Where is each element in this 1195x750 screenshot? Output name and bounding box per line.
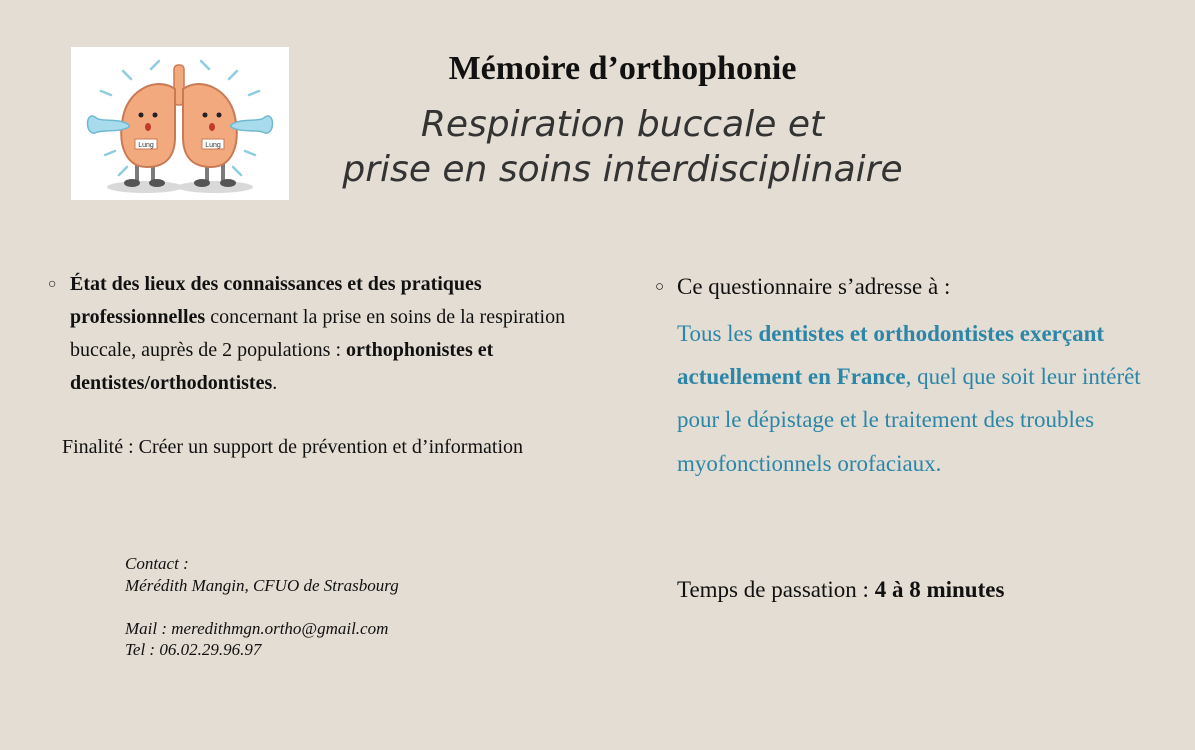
contact-mail: Mail : meredithmgn.ortho@gmail.com bbox=[125, 618, 389, 638]
bullet-period: . bbox=[272, 372, 278, 394]
subtitle-line-1: Respiration buccale et bbox=[420, 104, 825, 145]
audience-bold: dentistes et orthodontistes exerçant actuellement en France bbox=[677, 321, 1105, 390]
lung-label-right: Lung bbox=[205, 142, 221, 149]
audience-rest: , quel que soit leur intérêt pour le dépistage et le traitement des troubles myofonctionnels orofaciaux. bbox=[677, 364, 1141, 476]
lungs-icon bbox=[71, 47, 289, 200]
subtitle-line-2: prise en soins interdisciplinaire bbox=[342, 149, 903, 190]
page-subtitle bbox=[300, 102, 945, 192]
lung-label-left: Lung bbox=[138, 142, 154, 149]
lungs-logo bbox=[71, 47, 289, 200]
audience-bullet bbox=[655, 270, 1175, 304]
contact-block bbox=[125, 553, 545, 661]
audience-description bbox=[677, 312, 1147, 485]
study-scope-bold: État des lieux des connaissances et des pratiques professionnelles bbox=[70, 273, 482, 328]
contact-name: Mérédith Mangin, CFUO de Strasbourg bbox=[125, 575, 399, 595]
right-column bbox=[655, 270, 1175, 304]
finalite-text: Finalité : Créer un support de prévention et d’information bbox=[62, 436, 523, 458]
duration-value: 4 à 8 minutes bbox=[874, 577, 1005, 602]
page-title: Mémoire d’orthophonie bbox=[448, 50, 797, 87]
duration-label: Temps de passation : bbox=[677, 577, 875, 602]
audience-prefix: Tous les bbox=[677, 321, 759, 346]
study-description-bullet bbox=[48, 268, 593, 400]
populations-bold: orthophonistes et dentistes/orthodontistes bbox=[70, 339, 494, 394]
duration-line bbox=[677, 573, 1157, 607]
contact-label: Contact : bbox=[125, 554, 189, 573]
bullet-icon: ○ bbox=[48, 277, 57, 292]
study-scope-text: concernant la prise en soins de la respiration buccale, auprès de 2 populations : bbox=[70, 306, 566, 361]
bullet-icon: ○ bbox=[655, 279, 665, 295]
left-column bbox=[48, 268, 593, 400]
audience-intro: Ce questionnaire s’adresse à : bbox=[677, 274, 951, 299]
contact-tel: Tel : 06.02.29.96.97 bbox=[125, 640, 262, 659]
